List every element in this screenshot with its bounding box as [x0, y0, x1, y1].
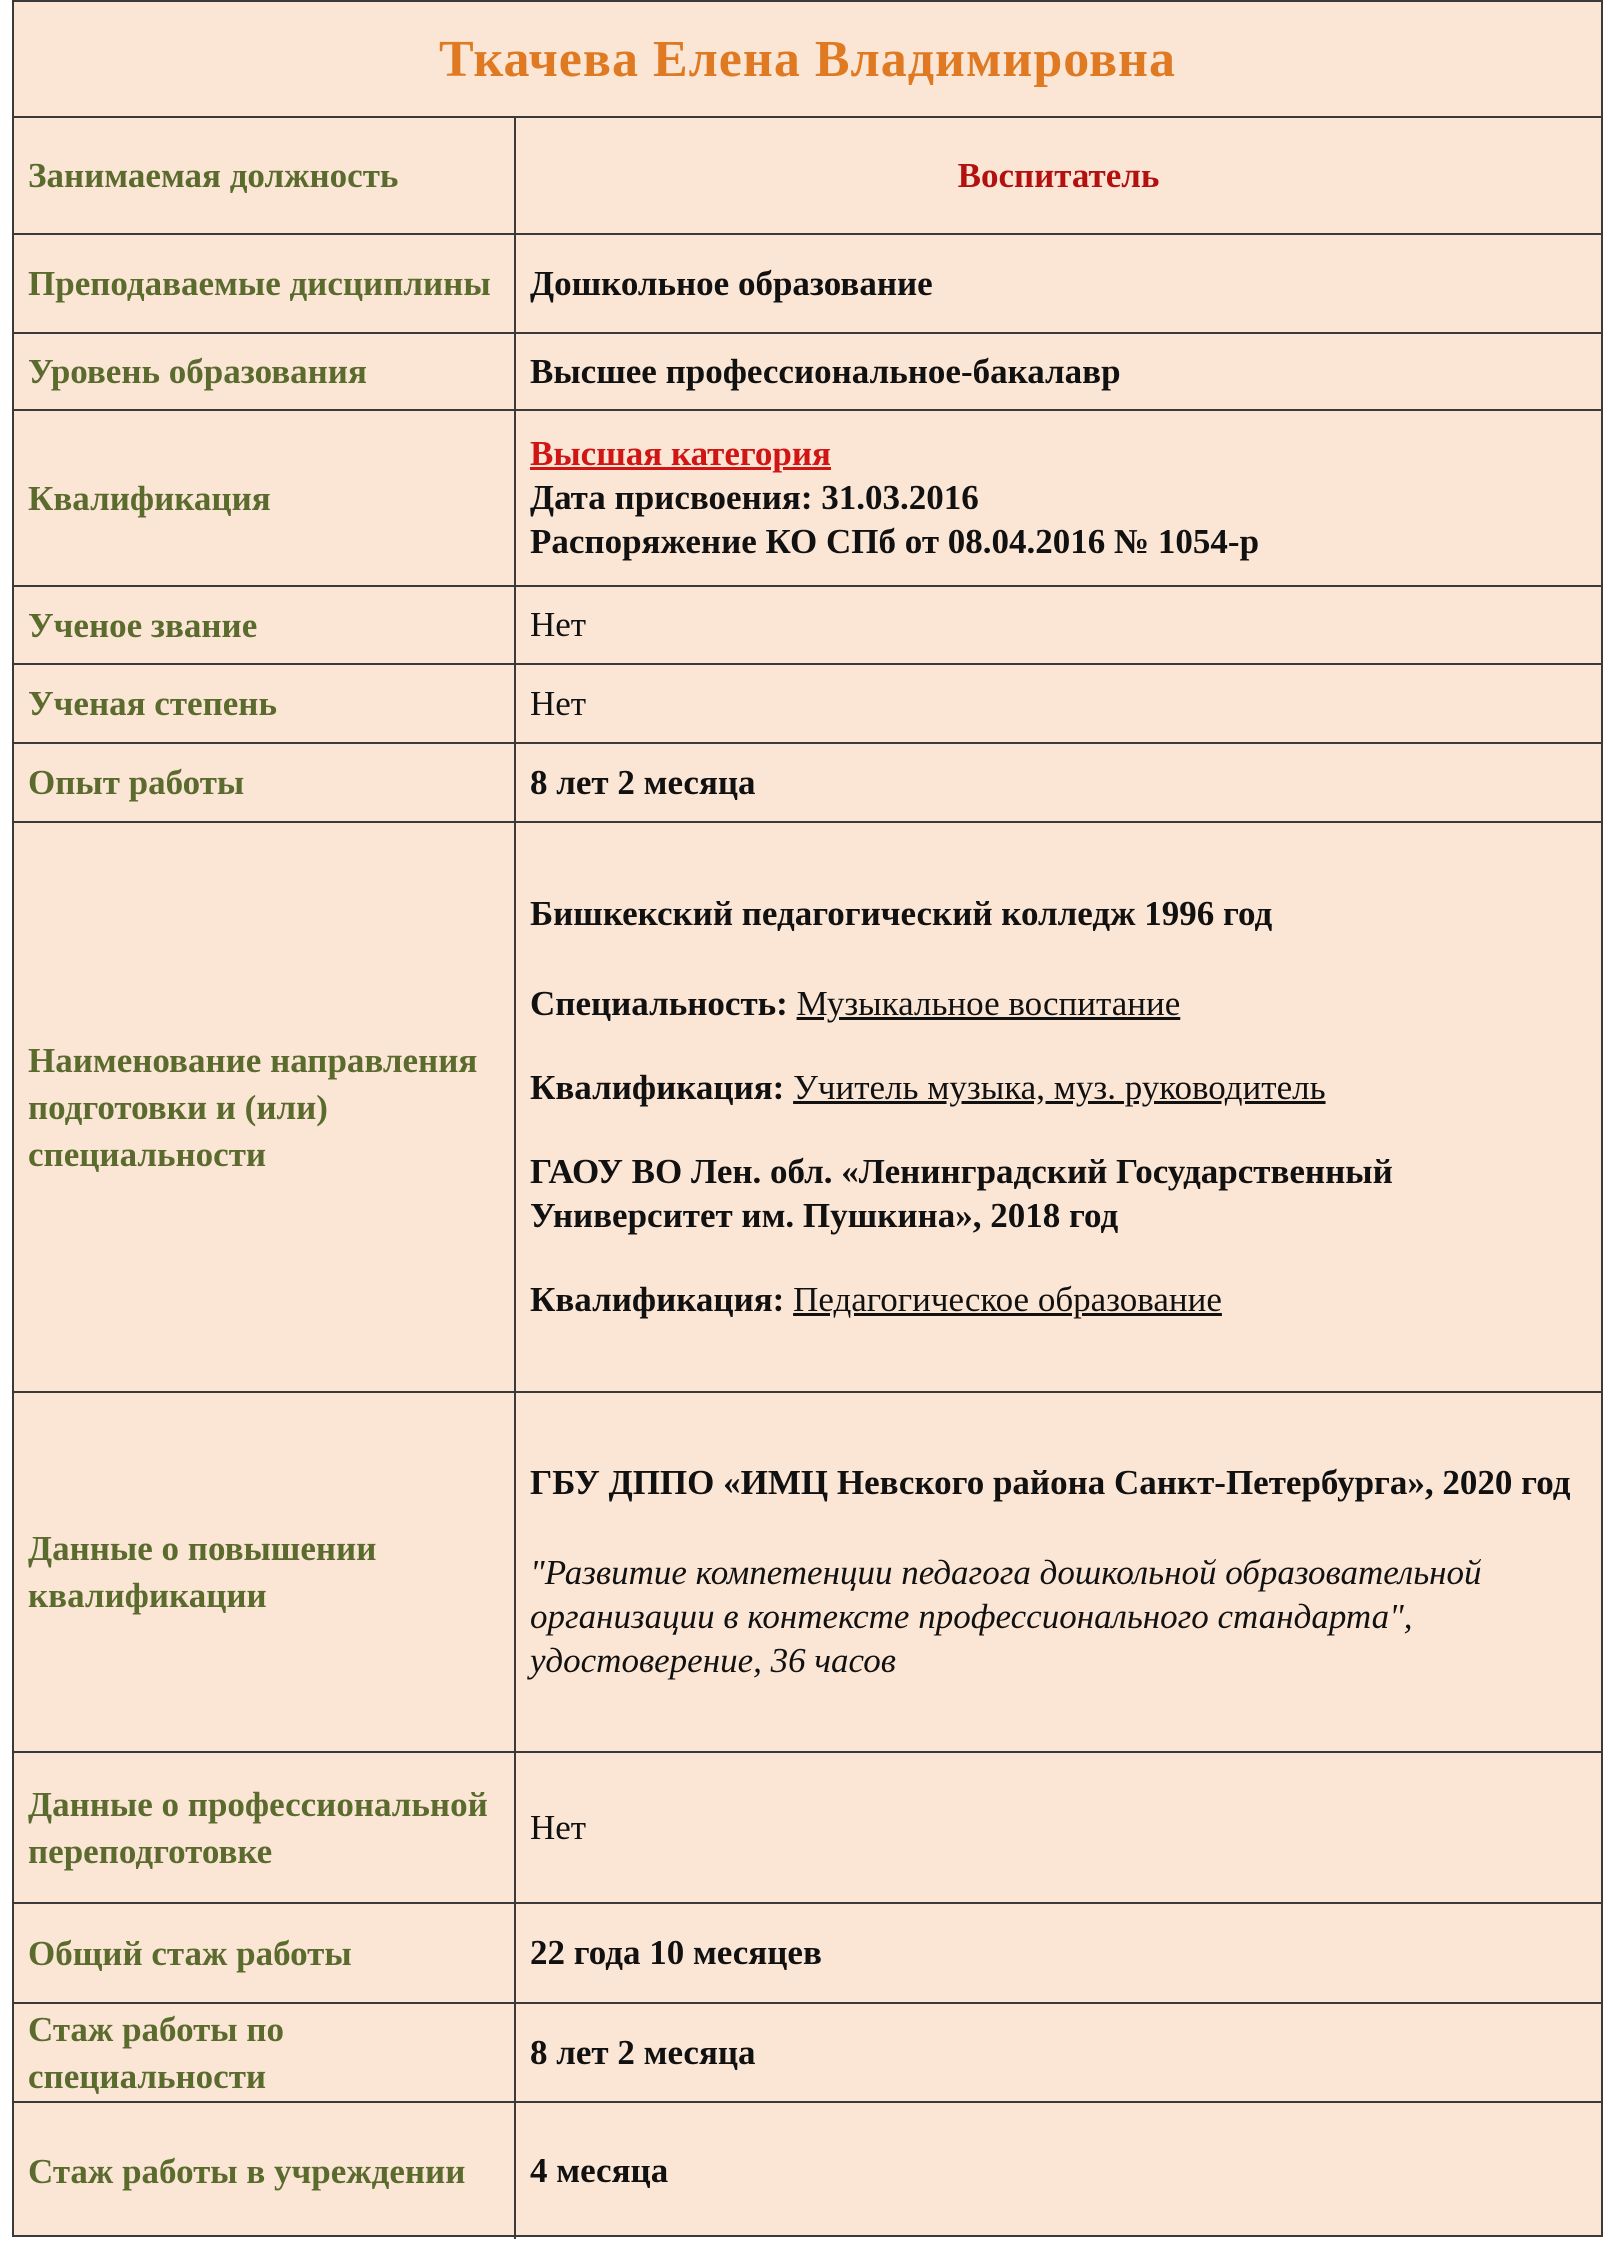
row-edu-level — [14, 334, 1601, 411]
row-value: Высшее профессиональное-бакалавр — [530, 351, 1121, 391]
specialty-line: Специальность: Музыкальное воспитание — [530, 984, 1181, 1023]
row-value: 8 лет 2 месяца — [530, 762, 756, 802]
row-label: Данные о профессиональной переподготовке — [14, 1753, 516, 1902]
assignment-date: Дата присвоения: 31.03.2016 — [530, 478, 979, 517]
university-text: ГАОУ ВО Лен. обл. «Ленинградский Государственный Университет им. Пушкина», 2018 год — [530, 1152, 1393, 1235]
row-position — [14, 118, 1601, 235]
specialty-link[interactable]: Музыкальное воспитание — [796, 984, 1181, 1023]
row-value — [516, 1393, 1601, 1751]
row-institution-exp — [14, 2103, 1601, 2239]
row-specialty — [14, 823, 1601, 1393]
qualification-line: Квалификация: Учитель музыка, муз. руководитель — [530, 1068, 1326, 1107]
profile-card — [12, 0, 1603, 2237]
college-text: Бишкекский педагогический колледж 1996 год — [530, 894, 1273, 933]
row-advanced-training — [14, 1393, 1601, 1753]
row-value: Нет — [530, 683, 587, 723]
row-disciplines — [14, 235, 1601, 334]
row-specialty-exp — [14, 2004, 1601, 2103]
row-experience — [14, 744, 1601, 823]
qualification-link[interactable]: Педагогическое образование — [793, 1280, 1222, 1319]
row-value — [516, 411, 1601, 585]
row-value — [516, 823, 1601, 1391]
qualification-link[interactable]: Учитель музыка, муз. руководитель — [793, 1068, 1326, 1107]
row-label: Наименование направления подготовки и (или) специальности — [14, 823, 516, 1391]
order-text: Распоряжение КО СПб от 08.04.2016 № 1054-р — [530, 522, 1260, 561]
training-course: "Развитие компетенции педагога дошкольной образовательной организации в контексте профессионального стандарта", удостоверение, 36 часов — [530, 1553, 1482, 1680]
row-label: Квалификация — [14, 411, 516, 585]
row-value: 8 лет 2 месяца — [530, 2032, 756, 2072]
row-label: Стаж работы по специальности — [14, 2004, 516, 2101]
position-value: Воспитатель — [957, 155, 1160, 195]
row-value: Нет — [530, 605, 587, 644]
row-value: 22 года 10 месяцев — [530, 1933, 822, 1972]
row-qualification — [14, 411, 1601, 587]
category-link[interactable]: Высшая категория — [530, 434, 831, 473]
training-org: ГБУ ДППО «ИМЦ Невского района Санкт-Петербурга», 2020 год — [530, 1463, 1571, 1502]
row-label: Занимаемая должность — [14, 118, 516, 233]
row-label: Стаж работы в учреждении — [14, 2103, 516, 2239]
row-label: Ученая степень — [14, 665, 516, 742]
row-label: Уровень образования — [14, 334, 516, 409]
row-label: Ученое звание — [14, 587, 516, 663]
row-label: Преподаваемые дисциплины — [14, 235, 516, 332]
row-total-exp — [14, 1904, 1601, 2004]
row-label: Данные о повышении квалификации — [14, 1393, 516, 1751]
row-label: Общий стаж работы — [14, 1904, 516, 2002]
row-label: Опыт работы — [14, 744, 516, 821]
row-value: Нет — [530, 1807, 587, 1847]
row-value: 4 месяца — [530, 2151, 669, 2190]
row-academic-degree — [14, 665, 1601, 744]
row-value: Дошкольное образование — [530, 263, 933, 303]
qualification-line: Квалификация: Педагогическое образование — [530, 1280, 1222, 1319]
page-title: Ткачева Елена Владимировна — [14, 2, 1601, 118]
row-academic-title — [14, 587, 1601, 665]
row-retraining — [14, 1753, 1601, 1904]
